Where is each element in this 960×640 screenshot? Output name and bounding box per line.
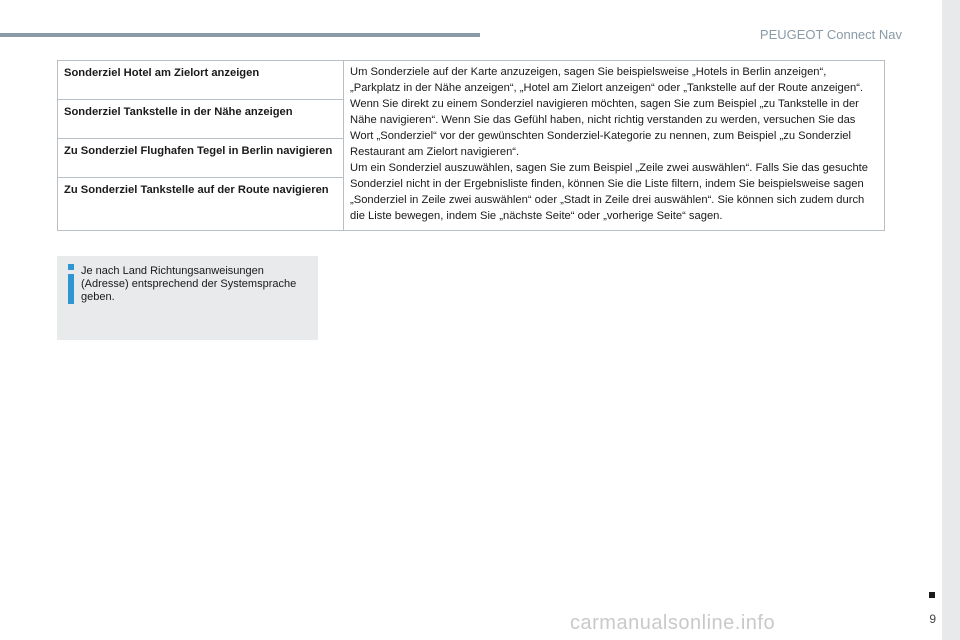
description-paragraph: Um Sonderziele auf der Karte anzuzeigen, sagen Sie beispielsweise „Hotels in Berlin anzeigen“, „Parkplatz in der Nähe anzeigen“, „Hotel am Zielort anzeigen“ oder „Tankstelle auf der Route anzeigen“. Wenn Sie direkt zu einem Sonderziel navigieren möchten, sagen Sie zum Beispiel „zu Tankstelle in der Nähe navigieren“. Wenn Sie das Gefühl haben, nicht richtig verstanden zu werden, versuchen Sie das Wort „Sonderziel“ vor der gewünschten Sonderziel-Kategorie zu nennen, zum Beispiel „zu Sonderziel Restaurant am Zielort navigieren“. — [350, 66, 864, 158]
side-strip — [942, 0, 960, 640]
watermark: carmanualsonline.info — [570, 612, 776, 634]
command-cell: Sonderziel Hotel am Zielort anzeigen — [58, 61, 344, 100]
command-cell: Sonderziel Tankstelle in der Nähe anzeigen — [58, 100, 344, 139]
voice-command-table — [57, 60, 885, 231]
page-header-title: PEUGEOT Connect Nav — [759, 27, 902, 42]
info-box — [57, 256, 318, 340]
header-rule — [0, 33, 480, 37]
table-row — [58, 61, 885, 100]
info-icon — [65, 264, 77, 304]
description-paragraph: Um ein Sonderziel auszuwählen, sagen Sie zum Beispiel „Zeile zwei auswählen“. Falls Sie das gesuchte Sonderziel nicht in der Ergebnisliste finden, können Sie die Liste filtern, indem Sie beispielsweise sagen „Sonderziel in Zeile zwei auswählen“ oder „Stadt in Zeile drei auswählen“. Sie können sich zudem durch die Liste bewegen, indem Sie „nächste Seite“ oder „vorherige Seite“ sagen. — [350, 162, 868, 222]
page-number: 9 — [929, 612, 936, 626]
description-cell — [344, 61, 885, 231]
command-cell: Zu Sonderziel Flughafen Tegel in Berlin navigieren — [58, 139, 344, 178]
continue-marker — [929, 592, 935, 598]
command-cell: Zu Sonderziel Tankstelle auf der Route navigieren — [58, 178, 344, 231]
info-text: Je nach Land Richtungsanweisungen (Adresse) entsprechend der Systemsprache geben. — [81, 265, 297, 303]
